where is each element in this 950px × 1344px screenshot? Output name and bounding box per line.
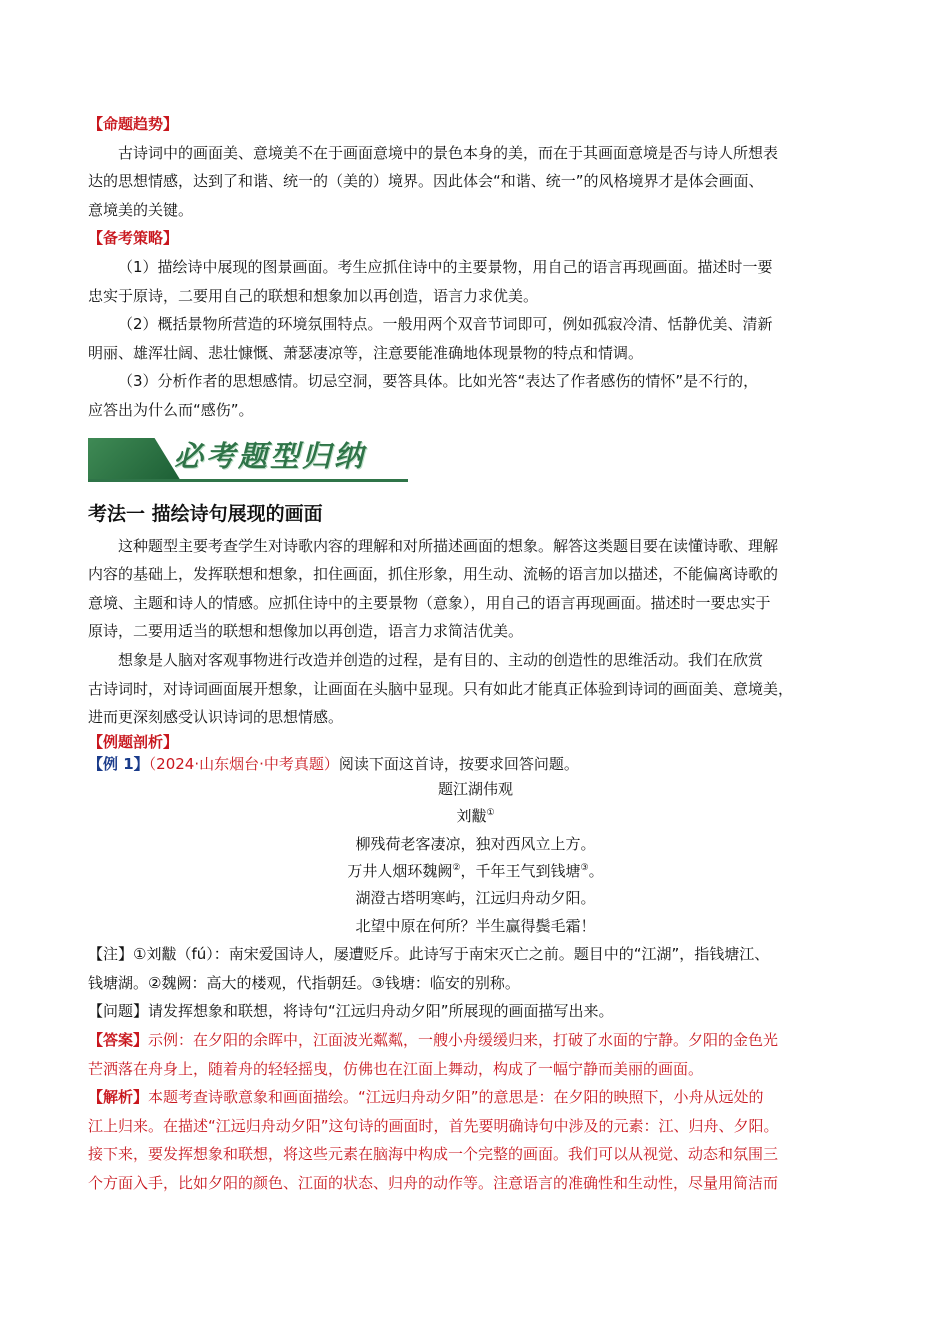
paragraph-line: 内容的基础上，发挥联想和想象，扣住画面，抓住形象，用生动、流畅的语言加以描述，不能偏离诗歌的 [88,565,779,584]
example-intro [88,752,863,776]
section-label-strategy: 【备考策略】 [88,229,179,248]
paragraph-line: 进而更深刻感受认识诗词的思想情感。 [88,708,344,727]
example-source: （2024·山东烟台·中考真题） [148,754,339,773]
banner-underline [88,479,408,482]
note-label: 【注】 [88,945,134,964]
analysis-line: 江上归来。在描述“江远归舟动夕阳”这句诗的画面时，首先要明确诗句中涉及的元素：江、归舟、夕阳。 [88,1116,779,1135]
poem-line: 万井人烟环魏阙②，千年王气到钱塘③。 [347,861,604,880]
poem-author: 刘黻① [456,807,495,826]
footnote-marker: ③ [580,862,589,873]
poem-title: 题江湖伟观 [437,779,513,798]
answer-line: 芒洒落在舟身上，随着舟的轻轻摇曳，仿佛也在江面上舞动，构成了一幅宁静而美丽的画面。 [88,1059,704,1078]
paragraph-line: 古诗词中的画面美、意境美不在于画面意境中的景色本身的美，而在于其画面意境是否与诗人所想表 [118,143,779,162]
paragraph-line: 应答出为什么而“感伤”。 [88,400,254,419]
paragraph-line: （3）分析作者的思想感情。切忌空洞，要答具体。比如光答“表达了作者感伤的情怀”是不行的， [118,372,759,391]
section-label-example: 【例题剖析】 [88,732,179,751]
example-prompt: 阅读下面这首诗，按要求回答问题。 [338,754,579,773]
footnote-marker: ② [452,862,461,873]
paragraph-line: 这种题型主要考查学生对诗歌内容的理解和对所描述画面的想象。解答这类题目要在读懂诗歌、理解 [118,536,779,555]
analysis-line: 个方面入手，比如夕阳的颜色、江面的状态、归舟的动作等。注意语言的准确性和生动性，尽量用简洁而 [88,1173,779,1192]
poem-line: 柳残荷老客凄凉，独对西风立上方。 [355,834,596,853]
poem-line: 北望中原在何所？半生赢得鬓毛霜！ [355,916,596,935]
paragraph-line: 达的思想情感，达到了和谐、统一的（美的）境界。因此体会“和谐、统一”的风格境界才是体会画面、 [88,172,764,191]
note-line: 钱塘湖。②魏阙：高大的楼观，代指朝廷。③钱塘：临安的别称。 [88,973,520,992]
question-label: 【问题】 [88,1002,149,1021]
note-line: 【注】①刘黻（fú）：南宋爱国诗人，屡遭贬斥。此诗写于南宋灭亡之前。题目中的“江湖”，指钱塘江、 [88,945,770,964]
paragraph-line: 古诗词时，对诗词画面展开想象，让画面在头脑中显现。只有如此才能真正体验到诗词的画面美、意境美， [88,679,794,698]
section-banner [88,434,863,486]
poem [88,776,863,940]
banner-title: 必考题型归纳 [174,438,367,473]
banner-shape [88,438,180,480]
answer-label: 【答案】 [88,1030,149,1049]
example-label: 【例 1】 [88,754,149,773]
footnote-marker: ① [486,808,495,819]
paragraph-line: 意境、主题和诗人的情感。应抓住诗中的主要景物（意象），用自己的语言再现画面。描述时一要忠实于 [88,593,771,612]
analysis-label: 【解析】 [88,1088,149,1107]
paragraph-line: （1）描绘诗中展现的图景画面。考生应抓住诗中的主要景物，用自己的语言再现画面。描述时一要 [118,257,773,276]
poem-line: 湖澄古塔明寒屿，江远归舟动夕阳。 [355,889,596,908]
analysis-line: 【解析】本题考查诗歌意象和画面描绘。“江远归舟动夕阳”的意思是：在夕阳的映照下，小舟从远处的 [88,1088,764,1107]
answer-line: 【答案】示例：在夕阳的余晖中，江面波光粼粼，一艘小舟缓缓归来，打破了水面的宁静。夕阳的金色光 [88,1030,779,1049]
paragraph-line: 明丽、雄浑壮阔、悲壮慷慨、萧瑟凄凉等，注意要能准确地体现景物的特点和情调。 [88,343,644,362]
paragraph-line: 想象是人脑对客观事物进行改造并创造的过程，是有目的、主动的创造性的思维活动。我们在欣赏 [118,650,764,669]
section-label-trend: 【命题趋势】 [88,115,179,133]
question-line: 【问题】请发挥想象和联想，将诗句“江远归舟动夕阳”所展现的画面描写出来。 [88,1002,614,1021]
paragraph-line: 意境美的关键。 [88,200,194,219]
paragraph-line: 忠实于原诗，二要用自己的联想和想象加以再创造，语言力求优美。 [88,286,539,305]
document-page [88,110,863,1197]
paragraph-line: 原诗，二要用适当的联想和想像加以再创造，语言力求简洁优美。 [88,622,524,641]
method-heading: 考法一 描绘诗句展现的画面 [88,502,323,525]
analysis-line: 接下来，要发挥想象和联想，将这些元素在脑海中构成一个完整的画面。我们可以从视觉、动态和氛围三 [88,1145,779,1164]
paragraph-line: （2）概括景物所营造的环境氛围特点。一般用两个双音节词即可，例如孤寂冷清、恬静优美、清新 [118,315,773,334]
